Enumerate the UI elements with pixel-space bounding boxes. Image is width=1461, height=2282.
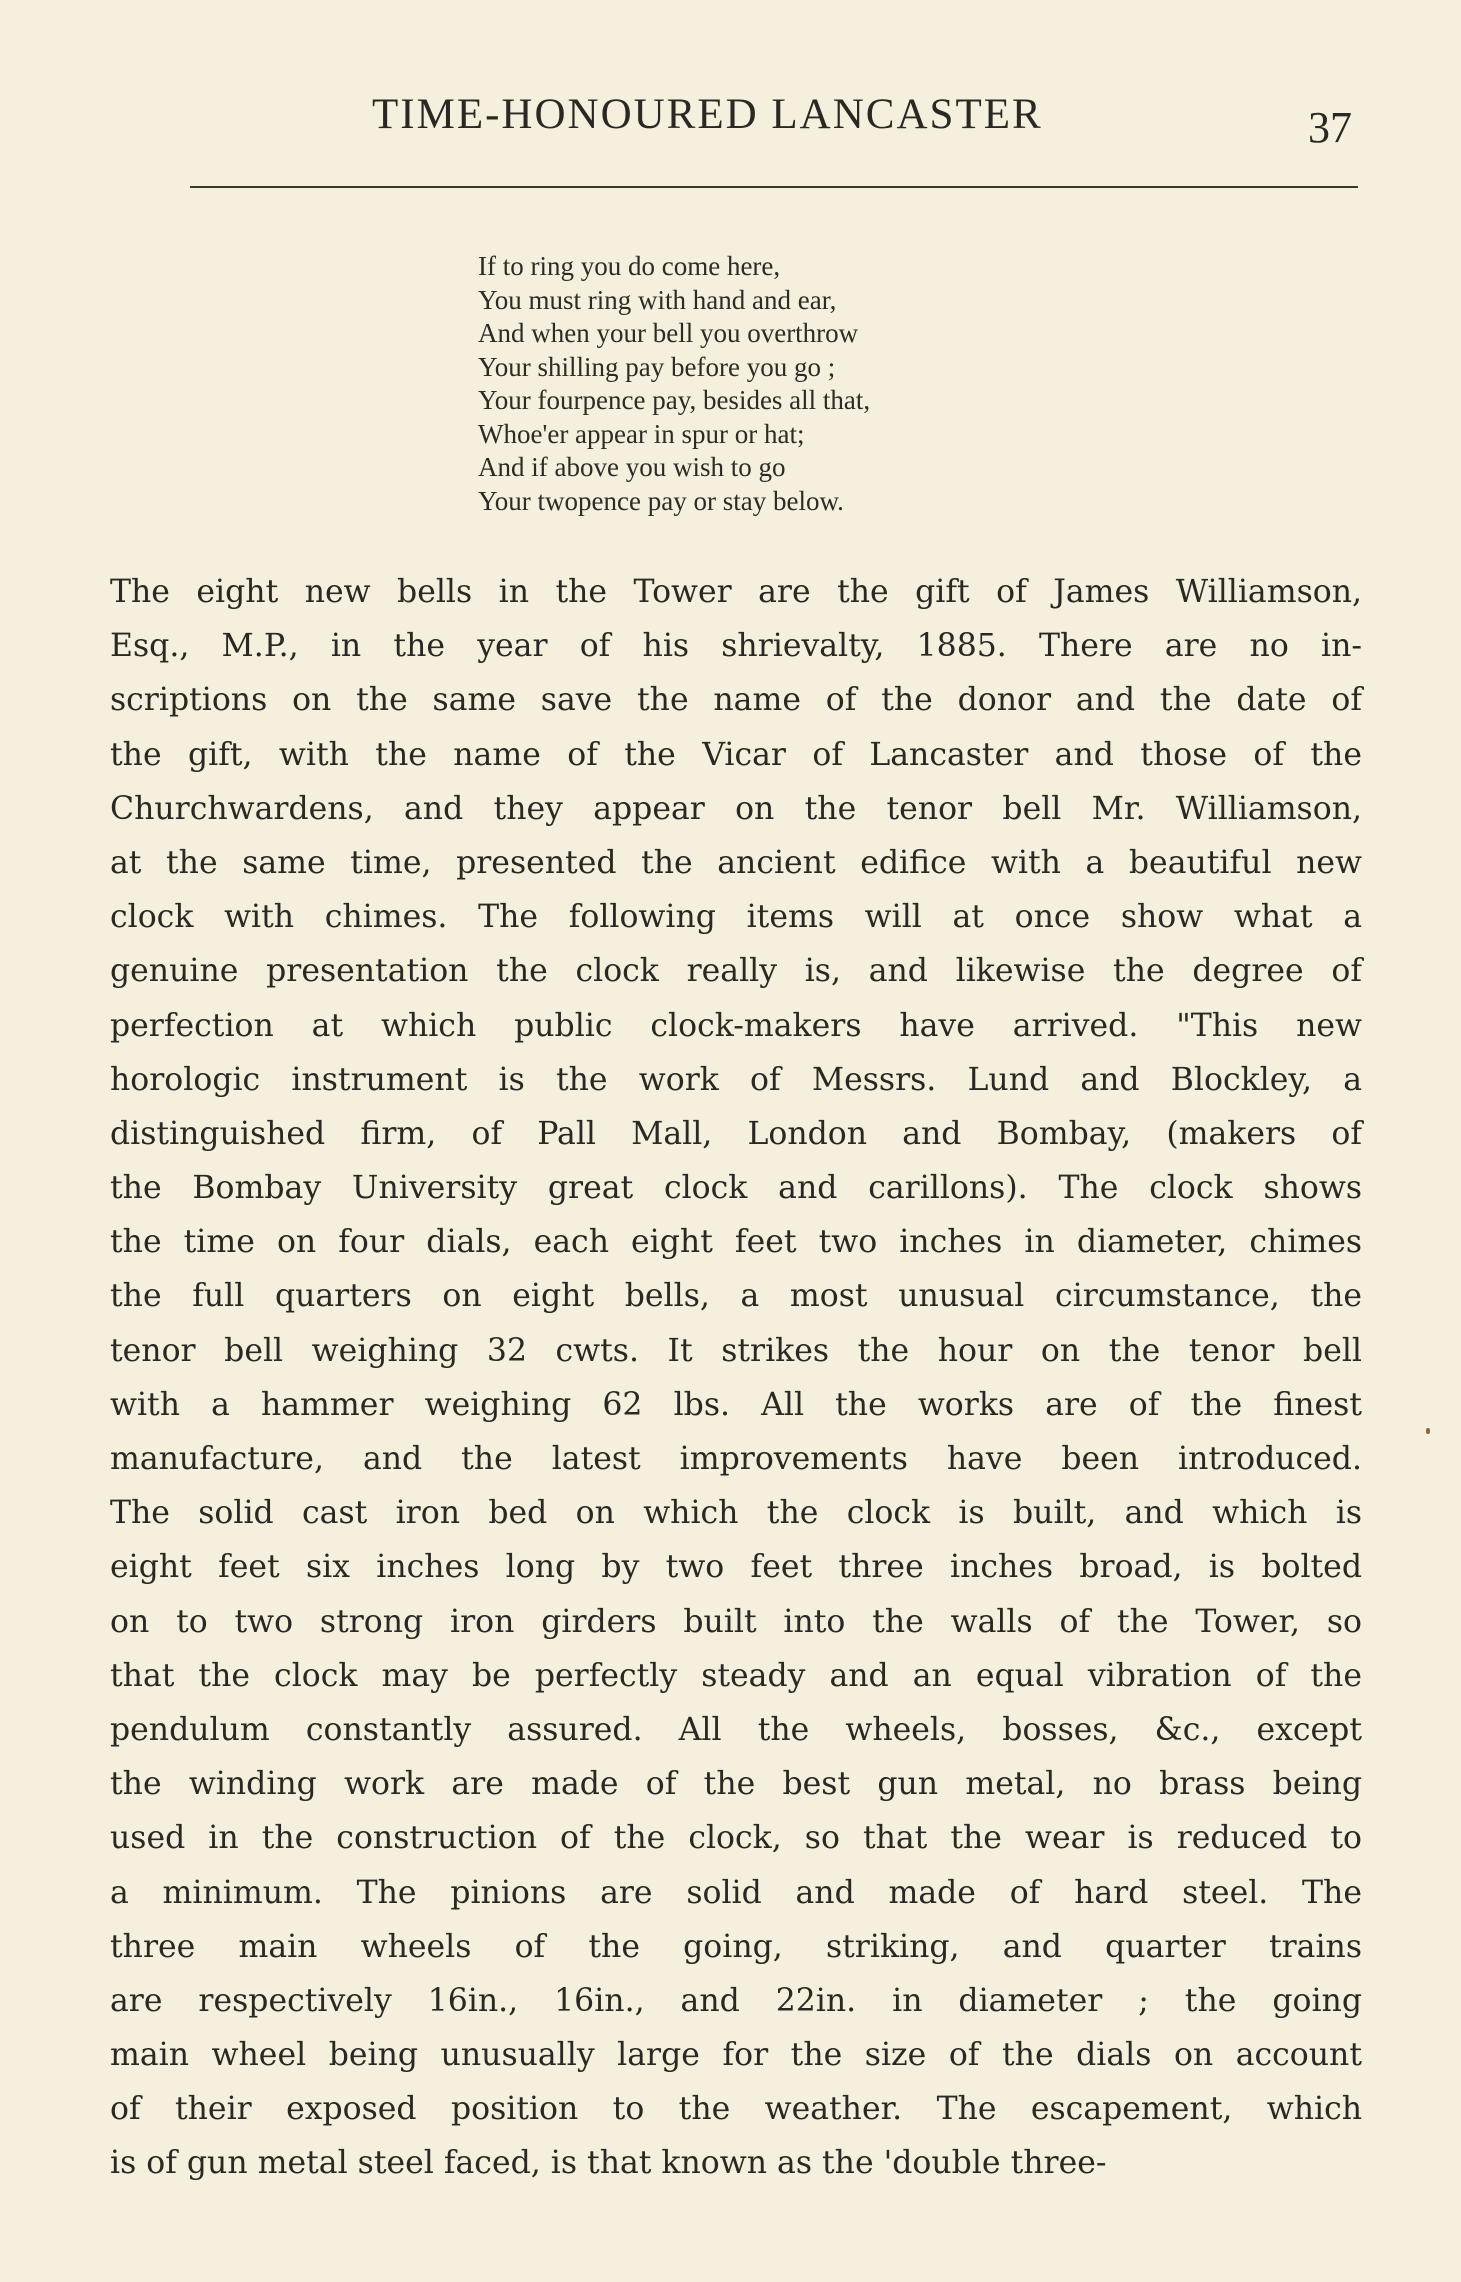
body-line: the time on four dials, each eight feet two inches in diameter, chimes [110,1224,1362,1261]
body-line: is of gun metal steel faced, is that known as the 'double three- [110,2145,1107,2182]
body-line: used in the construction of the clock, so that the wear is reduced to [110,1820,1362,1857]
verse-line: Your shilling pay before you go ; [478,351,836,382]
verse-block [478,250,1078,518]
body-line: Esq., M.P., in the year of his shrievalty, 1885. There are no in- [110,628,1362,665]
body-line: are respectively 16in., 16in., and 22in. in diameter ; the going [110,1982,1362,2019]
body-line: clock with chimes. The following items will at once show what a [110,899,1362,936]
body-line: main wheel being unusually large for the size of the dials on account [110,2037,1362,2074]
verse-line: Whoe'er appear in spur or hat; [478,418,805,449]
body-line: of their exposed position to the weather. The escapement, which [110,2091,1362,2128]
body-line: the full quarters on eight bells, a most unusual circumstance, the [110,1278,1362,1315]
body-line: the winding work are made of the best gun metal, no brass being [110,1766,1362,1803]
body-line: the Bombay University great clock and carillons). The clock shows [110,1170,1362,1207]
body-line: at the same time, presented the ancient edifice with a beautiful new [110,844,1362,881]
body-line: scriptions on the same save the name of the donor and the date of [110,682,1362,719]
running-head-title: TIME-HONOURED LANCASTER [372,91,1043,138]
verse-line: Your twopence pay or stay below. [478,485,844,516]
body-line: The solid cast iron bed on which the clock is built, and which is [110,1495,1362,1532]
body-line: tenor bell weighing 32 cwts. It strikes the hour on the tenor bell [110,1332,1362,1369]
body-line: perfection at which public clock-makers have arrived. "This new [110,1007,1362,1044]
body-line: distinguished firm, of Pall Mall, London and Bombay, (makers of [110,1115,1362,1152]
header-rule [190,186,1358,188]
body-line: genuine presentation the clock really is, and likewise the degree of [110,953,1362,990]
body-line: a minimum. The pinions are solid and made of hard steel. The [110,1874,1362,1911]
verse-line: You must ring with hand and ear, [478,284,837,315]
body-line: eight feet six inches long by two feet three inches broad, is bolted [110,1549,1362,1586]
body-line: three main wheels of the going, striking, and quarter trains [110,1928,1362,1965]
body-line: Churchwardens, and they appear on the tenor bell Mr. Williamson, [110,790,1362,827]
body-line: with a hammer weighing 62 lbs. All the works are of the finest [110,1386,1362,1423]
verse-line: And when your bell you overthrow [478,318,859,348]
body-paragraph [110,565,1362,2191]
verse-line: If to ring you do come here, [478,251,781,281]
body-line: pendulum constantly assured. All the wheels, bosses, &c., except [110,1711,1362,1748]
running-head [110,82,1360,152]
verse-line: Your fourpence pay, besides all that, [478,385,871,415]
body-line: manufacture, and the latest improvements have been introduced. [110,1441,1362,1477]
body-line: horologic instrument is the work of Messrs. Lund and Blockley, a [110,1061,1362,1098]
body-line: on to two strong iron girders built into the walls of the Tower, so [110,1603,1362,1640]
page-number: 37 [1308,103,1352,152]
body-line: the gift, with the name of the Vicar of Lancaster and those of the [110,736,1362,773]
body-line: that the clock may be perfectly steady and an equal vibration of the [110,1657,1362,1694]
paper-speck [1426,1428,1430,1434]
body-line: The eight new bells in the Tower are the gift of James Williamson, [110,574,1362,610]
verse-line: And if above you wish to go [478,452,786,482]
